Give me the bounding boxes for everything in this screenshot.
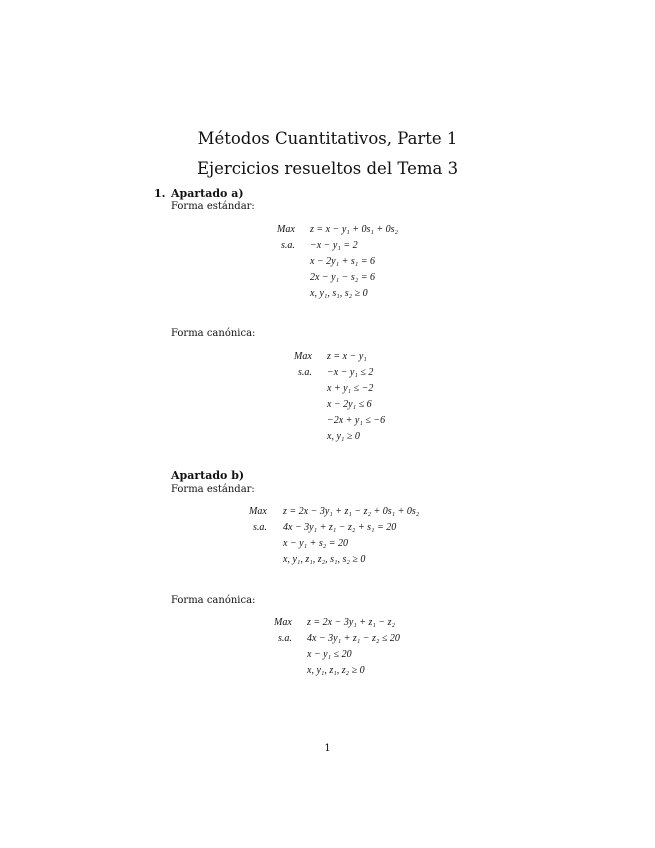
subject-to-keyword: s.a.: [281, 240, 295, 251]
objective-function: z = x − y₁ + 0s₁ + 0s₂: [310, 224, 398, 235]
part-a-standard-label: Forma estándar:: [171, 201, 255, 212]
constraint: x − y₁ ≤ 20: [307, 649, 352, 660]
part-b-canonical-label: Forma canónica:: [171, 595, 256, 606]
constraint: 4x − 3y₁ + z₁ − z₂ ≤ 20: [307, 633, 400, 644]
document-title: Métodos Cuantitativos, Parte 1: [197, 129, 458, 148]
page-number: 1: [324, 743, 331, 754]
part-a-heading: Apartado a): [171, 187, 244, 200]
constraint: −2x + y₁ ≤ −6: [327, 415, 386, 426]
constraint: 2x − y₁ − s₂ = 6: [310, 272, 375, 283]
max-keyword: Max: [277, 224, 295, 235]
constraint: 4x − 3y₁ + z₁ − z₂ + s₁ = 20: [283, 522, 397, 533]
constraint: x + y₁ ≤ −2: [327, 383, 374, 394]
part-a-canonical-label: Forma canónica:: [171, 328, 256, 339]
objective-function: z = 2x − 3y₁ + z₁ − z₂: [307, 617, 395, 628]
constraint: −x − y₁ ≤ 2: [327, 367, 374, 378]
document-subtitle: Ejercicios resueltos del Tema 3: [196, 159, 459, 178]
part-b-heading: Apartado b): [171, 469, 245, 482]
nonnegativity-constraint: x, y₁, z₁, z₂ ≥ 0: [307, 665, 365, 676]
constraint: x − y₁ + s₂ = 20: [283, 538, 348, 549]
subject-to-keyword: s.a.: [278, 633, 292, 644]
nonnegativity-constraint: x, y₁, z₁, z₂, s₁, s₂ ≥ 0: [283, 554, 366, 565]
objective-function: z = 2x − 3y₁ + z₁ − z₂ + 0s₁ + 0s₂: [283, 506, 420, 517]
nonnegativity-constraint: x, y₁ ≥ 0: [327, 431, 360, 442]
constraint: x − 2y₁ + s₁ = 6: [310, 256, 375, 267]
subject-to-keyword: s.a.: [253, 522, 267, 533]
part-b-standard-label: Forma estándar:: [171, 484, 255, 495]
constraint: −x − y₁ = 2: [310, 240, 358, 251]
objective-function: z = x − y₁: [327, 351, 367, 362]
max-keyword: Max: [274, 617, 292, 628]
subject-to-keyword: s.a.: [298, 367, 312, 378]
max-keyword: Max: [249, 506, 267, 517]
item-number: 1.: [154, 187, 166, 200]
max-keyword: Max: [294, 351, 312, 362]
constraint: x − 2y₁ ≤ 6: [327, 399, 372, 410]
nonnegativity-constraint: x, y₁, s₁, s₂ ≥ 0: [310, 288, 368, 299]
